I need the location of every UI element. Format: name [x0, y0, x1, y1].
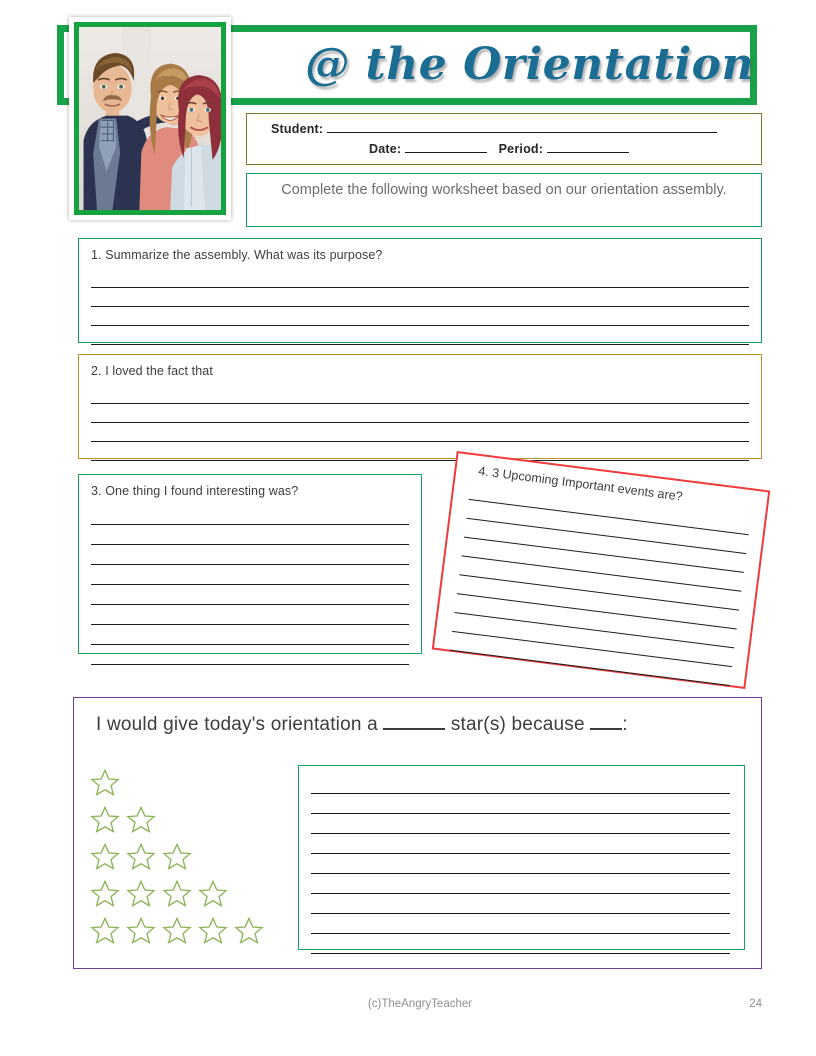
answer-line[interactable] [91, 404, 749, 423]
answer-line[interactable] [91, 545, 409, 565]
question-4-border [432, 451, 771, 689]
date-label: Date: [369, 142, 402, 156]
reason-blank[interactable] [590, 728, 622, 730]
instruction-text: Complete the following worksheet based on our orientation assembly. [281, 182, 727, 198]
question-3-label: 3. One thing I found interesting was? [91, 484, 299, 498]
star-icon[interactable] [162, 879, 192, 908]
page-footer [78, 998, 762, 1018]
rating-prompt [74, 698, 761, 736]
star-icon[interactable] [162, 916, 192, 945]
period-label: Period: [498, 142, 544, 156]
question-4-rotated-box [432, 451, 771, 689]
question-1-answer-lines[interactable] [79, 269, 761, 345]
rating-prompt-part3: : [622, 714, 628, 735]
question-1-box [78, 238, 762, 343]
rating-prompt-part1: I would give today's orientation a [96, 714, 384, 735]
answer-line[interactable] [91, 625, 409, 645]
date-blank[interactable] [405, 152, 487, 153]
answer-line[interactable] [311, 774, 730, 794]
answer-line[interactable] [91, 605, 409, 625]
answer-line[interactable] [91, 505, 409, 525]
photo-frame [74, 22, 226, 215]
question-3-answer-lines[interactable] [79, 505, 421, 665]
answer-line[interactable] [91, 442, 749, 461]
answer-line[interactable] [311, 894, 730, 914]
answer-line[interactable] [311, 834, 730, 854]
star-icon[interactable] [126, 916, 156, 945]
star-rating-pyramid [90, 764, 305, 949]
answer-line[interactable] [311, 854, 730, 874]
star-icon[interactable] [126, 805, 156, 834]
question-3-box [78, 474, 422, 654]
star-icon[interactable] [198, 916, 228, 945]
student-name-blank[interactable] [327, 132, 717, 133]
answer-line[interactable] [311, 794, 730, 814]
page-title: @ the Orientation [305, 38, 754, 90]
rating-section-box [73, 697, 762, 969]
star-icon[interactable] [90, 768, 120, 797]
question-2-label: 2. I loved the fact that [91, 364, 213, 378]
answer-line[interactable] [91, 326, 749, 345]
student-info-box [246, 113, 762, 165]
answer-line[interactable] [91, 565, 409, 585]
star-icon[interactable] [90, 916, 120, 945]
students-photo [69, 17, 231, 220]
star-icon[interactable] [234, 916, 264, 945]
answer-line[interactable] [91, 288, 749, 307]
answer-line[interactable] [311, 934, 730, 954]
answer-line[interactable] [91, 585, 409, 605]
answer-line[interactable] [91, 525, 409, 545]
rating-prompt-part2: star(s) because [445, 714, 591, 735]
answer-line[interactable] [91, 269, 749, 288]
student-label: Student: [271, 122, 324, 136]
answer-line[interactable] [91, 385, 749, 404]
answer-line[interactable] [91, 423, 749, 442]
star-icon[interactable] [90, 805, 120, 834]
rating-explanation-lines[interactable] [299, 766, 744, 954]
question-4-label: 4. 3 Upcoming Important events are? [477, 463, 684, 504]
star-icon[interactable] [90, 842, 120, 871]
period-blank[interactable] [547, 152, 629, 153]
student-name-row [247, 114, 761, 136]
star-row-1[interactable] [90, 764, 305, 801]
question-2-answer-lines[interactable] [79, 385, 761, 461]
star-row-4[interactable] [90, 875, 305, 912]
answer-line[interactable] [311, 874, 730, 894]
question-1-label: 1. Summarize the assembly. What was its purpose? [91, 248, 383, 262]
star-count-blank[interactable] [383, 728, 445, 730]
star-row-5[interactable] [90, 912, 305, 949]
star-row-2[interactable] [90, 801, 305, 838]
page-number: 24 [749, 998, 762, 1010]
copyright-text: (c)TheAngryTeacher [367, 998, 473, 1010]
rating-explanation-box [298, 765, 745, 950]
star-row-3[interactable] [90, 838, 305, 875]
star-icon[interactable] [198, 879, 228, 908]
answer-line[interactable] [91, 307, 749, 326]
star-icon[interactable] [90, 879, 120, 908]
students-photo-image [79, 27, 221, 210]
date-period-row [247, 136, 761, 156]
instruction-box [246, 173, 762, 227]
answer-line[interactable] [91, 645, 409, 665]
star-icon[interactable] [126, 879, 156, 908]
answer-line[interactable] [311, 914, 730, 934]
answer-line[interactable] [311, 814, 730, 834]
star-icon[interactable] [162, 842, 192, 871]
question-2-box [78, 354, 762, 459]
star-icon[interactable] [126, 842, 156, 871]
question-4-answer-lines[interactable] [434, 479, 765, 688]
